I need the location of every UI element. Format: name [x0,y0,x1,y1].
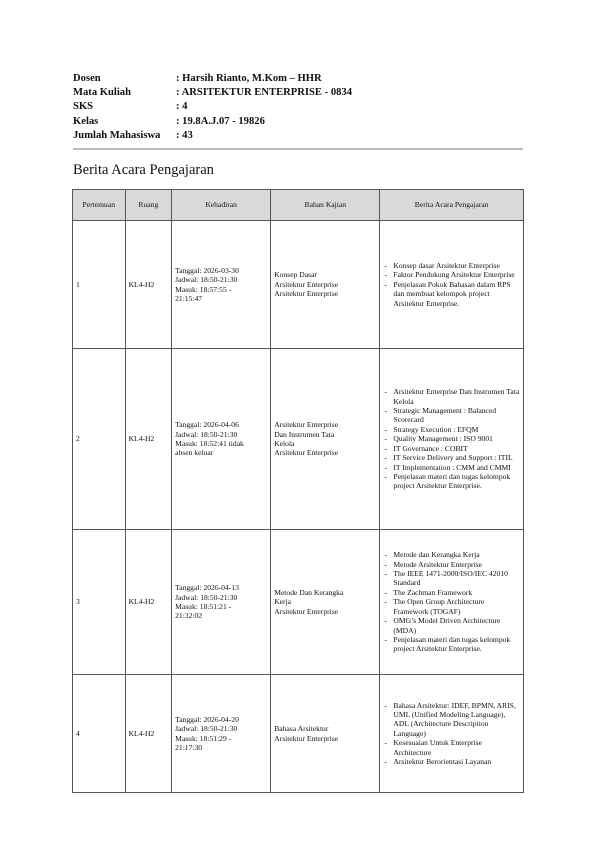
cell-berita-acara [380,349,524,530]
notes-item: - The Zachman Framework [383,588,520,597]
attendance-line: Tanggal: 2026-04-20 [175,714,239,724]
header-berita-acara: Berita Acara Pengajaran [380,190,524,221]
material-line: Arsitektur Enterprise [274,279,339,289]
attendance-line: Masuk: 18:57:55 - [175,284,232,294]
info-value: : 19.8A.J.07 - 19826 [176,115,265,127]
cell-berita-acara [380,675,524,793]
info-label: Mata Kuliah [73,87,131,99]
notes-item: - IT Implementation : CMM and CMMI [383,463,520,472]
info-label: SKS [73,101,94,113]
notes-item: - Kesesuaian Untuk Enterprise Architecture [383,738,520,757]
material-line: Kelola [274,439,295,448]
info-row [73,115,533,129]
info-value: : Harsih Rianto, M.Kom – HHR [176,73,322,84]
section-title: Berita Acara Pengajaran [73,162,214,178]
material-line: Dan Instrumen Tata [274,429,335,439]
notes-item: - The Open Group Architecture Framework (TOGAF) [383,597,520,616]
cell-pertemuan: 3 [73,530,126,675]
course-info [73,72,533,143]
info-row [73,72,533,86]
attendance-line: Jadwal: 18:50-21:30 [175,724,238,734]
info-label: Jumlah Mahasiswa [73,129,161,141]
info-value: : 43 [176,129,193,141]
attendance-line: Jadwal: 18:50-21:30 [175,275,238,285]
notes-item: - Penjelasan materi dan tugas kelompok project Arsitektur Enterprise. [383,635,520,654]
attendance-line: Jadwal: 18:50-21:30 [175,592,238,602]
notes-item: - Arsitektur Enterprise Dan Instrumen Tata Kelola [383,387,520,406]
cell-kehadiran [172,221,271,349]
material-line: Arsitektur Enterprise [274,448,339,458]
attendance-line: Masuk: 18:52:41 tidak [175,439,244,448]
info-value: : ARSITEKTUR ENTERPRISE - 0834 [176,87,353,99]
cell-bahan-kajian [271,349,380,530]
info-row [73,86,533,100]
divider [73,148,523,150]
attendance-line: Masuk: 18:51:21 - [175,602,232,611]
cell-pertemuan: 2 [73,349,126,530]
attendance-line: Masuk: 18:51:29 - [175,733,232,743]
table-row [73,349,524,530]
info-row [73,129,533,143]
notes-item: - Penjelasan materi dan tugas kelompok project Arsitektur Enterprise. [383,472,520,491]
cell-ruang: KL4-H2 [125,530,172,675]
cell-ruang: KL4-H2 [125,675,172,793]
notes-item: - Metode Arsitektur Enterprise [383,560,520,569]
attendance-line: 21:17:30 [175,742,203,752]
info-row [73,100,533,114]
notes-item: - Quality Management : ISO 9001 [383,434,520,443]
cell-kehadiran [172,675,271,793]
attendance-line: Tanggal: 2026-04-13 [175,583,239,593]
notes-item: - Metode dan Kerangka Kerja [383,550,520,559]
notes-item: - IT Governance : COBIT [383,444,520,453]
header-bahan-kajian: Bahan Kajian [271,190,380,221]
header-ruang: Ruang [125,190,172,221]
info-value: : 4 [176,101,188,113]
cell-bahan-kajian [271,221,380,349]
notes-list [383,550,520,653]
notes-item: - OMG’s Model Driven Architecture (MDA) [383,616,520,635]
material-line: Bahasa Arsitektur [274,724,329,734]
attendance-line: Jadwal: 18:50-21:30 [175,429,238,439]
notes-item: - Arsitektur Berorientasi Layanan [383,757,520,766]
table-row [73,530,524,675]
cell-bahan-kajian [271,675,380,793]
material-line: Kerja [274,597,292,607]
notes-list [383,261,520,308]
attendance-line: 21:32:02 [175,611,203,621]
notes-item: - Strategic Management : Balanced Scorecard [383,406,520,425]
notes-item: - Strategy Execution : EFQM [383,425,520,434]
notes-item: - The IEEE 1471-2000/ISO/IEC 42010 Standard [383,569,520,588]
attendance-line: 21:15:47 [175,293,203,303]
notes-item: - Faktor Pendukung Arsitektur Enterprise [383,270,520,279]
cell-kehadiran [172,530,271,675]
notes-item: - Bahasa Arsitektur: IDEF, BPMN, ARIS, UML (Unified Modeling Language), ADL (Architecture Description Language) [383,701,520,739]
table-header-row [73,190,524,221]
material-line: Arsitektur Enterprise [274,289,339,299]
table-row [73,221,524,349]
material-line: Arsitektur Enterprise [274,606,339,616]
info-label: Dosen [73,73,101,84]
material-line: Konsep Dasar [274,270,317,280]
teaching-report-table [72,189,524,793]
material-line: Arsitektur Enterprise [274,420,339,430]
header-kehadiran: Kehadiran [172,190,271,221]
cell-kehadiran [172,349,271,530]
cell-ruang: KL4-H2 [125,221,172,349]
notes-list [383,387,520,490]
notes-item: - Penjelasan Pokok Bahasan dalam RPS dan membuat kelompok project Arsitektur Enterprise. [383,280,520,308]
material-line: Arsitektur Enterprise [274,733,339,743]
cell-pertemuan: 4 [73,675,126,793]
info-label: Kelas [73,115,99,127]
material-line: Metode Dan Kerangka [274,587,344,597]
cell-bahan-kajian [271,530,380,675]
cell-berita-acara [380,221,524,349]
cell-ruang: KL4-H2 [125,349,172,530]
header-pertemuan: Pertemuan [73,190,126,221]
attendance-line: Tanggal: 2026-03-30 [175,265,239,275]
table-row [73,675,524,793]
attendance-line: absen keluar [175,448,214,458]
notes-list [383,701,520,767]
notes-item: - Konsep dasar Arsitektur Enterprise [383,261,520,270]
attendance-line: Tanggal: 2026-04-06 [175,420,239,430]
cell-pertemuan: 1 [73,221,126,349]
notes-item: - IT Service Delivery and Support : ITIL [383,453,520,462]
cell-berita-acara [380,530,524,675]
